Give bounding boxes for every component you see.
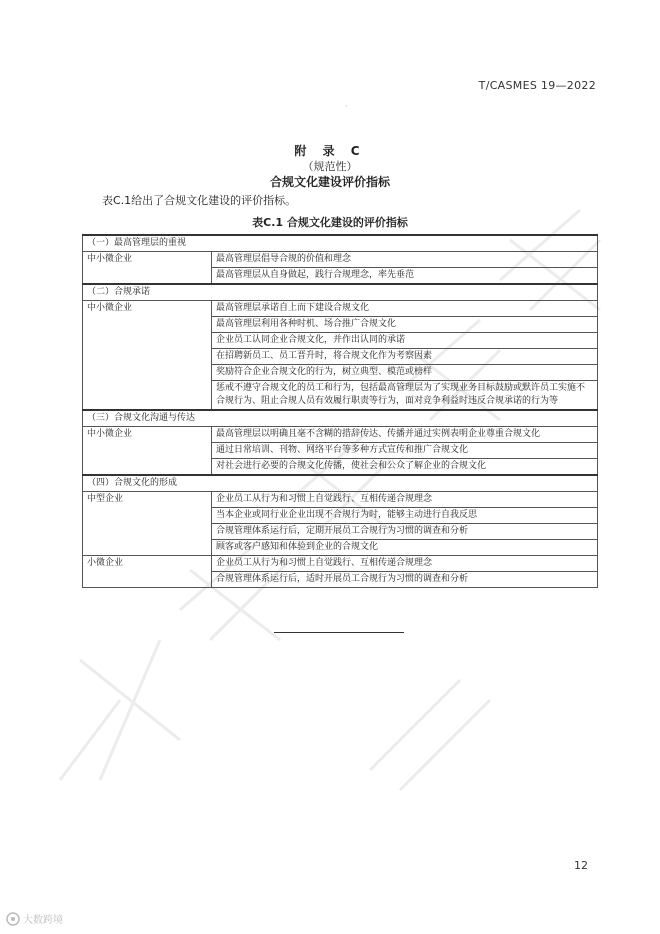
category-cell: 中小微企业 — [83, 301, 212, 411]
section-title: （四）合规文化的形成 — [83, 475, 598, 492]
indicator-cell: 最高管理层利用各种时机、场合推广合规文化 — [212, 317, 598, 333]
indicator-cell: 当本企业或同行业企业出现不合规行为时，能够主动进行自我反思 — [212, 508, 598, 524]
indicator-cell: 顾客或客户感知和体验到企业的合规文化 — [212, 540, 598, 556]
indicator-cell: 企业员工从行为和习惯上自觉践行、互相传递合规理念 — [212, 556, 598, 572]
footer-brand — [6, 911, 63, 926]
indicator-cell: 最高管理层从自身做起，践行合规理念，率先垂范 — [212, 268, 598, 285]
end-rule — [274, 632, 404, 633]
section-title: （二）合规承诺 — [83, 284, 598, 301]
appendix-title: 合规文化建设评价指标 — [269, 175, 390, 189]
section-row — [83, 475, 598, 492]
table-row — [83, 492, 598, 508]
circle-logo-icon — [6, 912, 20, 926]
category-cell: 中小微企业 — [83, 427, 212, 476]
indicator-cell: 对社会进行必要的合规文化传播，使社会和公众了解企业的合规文化 — [212, 459, 598, 476]
section-row — [83, 235, 598, 252]
page-number: 12 — [574, 859, 588, 872]
appendix-label: 附 录 C — [294, 144, 366, 158]
indicator-cell: 合规管理体系运行后，适时开展员工合规行为习惯的调查和分析 — [212, 572, 598, 588]
decorative-dot: · — [345, 102, 348, 111]
indicator-cell: 通过日常培训、刊物、网络平台等多种方式宣传和推广合规文化 — [212, 443, 598, 459]
section-row — [83, 410, 598, 427]
document-code: T/CASMES 19—2022 — [478, 79, 596, 92]
category-cell: 小微企业 — [83, 556, 212, 588]
indicator-cell: 奖励符合企业合规文化的行为，树立典型、模范或榜样 — [212, 365, 598, 381]
table-row — [83, 427, 598, 443]
appendix-normative: （规范性） — [302, 160, 358, 173]
intro-text: 表C.1给出了合规文化建设的评价指标。 — [102, 194, 297, 207]
category-cell: 中小微企业 — [83, 252, 212, 285]
evaluation-table — [82, 234, 598, 588]
indicator-cell: 在招聘新员工、员工晋升时，将合规文化作为考察因素 — [212, 349, 598, 365]
section-row — [83, 284, 598, 301]
indicator-cell: 企业员工从行为和习惯上自觉践行、互相传递合规理念 — [212, 492, 598, 508]
indicator-cell: 最高管理层以明确且毫不含糊的措辞传达、传播并通过实例表明企业尊重合规文化 — [212, 427, 598, 443]
table-caption: 表C.1 合规文化建设的评价指标 — [252, 216, 408, 229]
indicator-cell: 最高管理层承诺自上而下建设合规文化 — [212, 301, 598, 317]
footer-brand-text: 大数跨境 — [23, 915, 63, 926]
table-row — [83, 252, 598, 268]
indicator-cell: 惩戒不遵守合规文化的员工和行为，包括最高管理层为了实现业务目标鼓励或默许员工实施不合规行为、阻止合规人员有效履行职责等行为，面对竞争利益时违反合规承诺的行为等 — [212, 381, 598, 411]
indicator-cell: 最高管理层倡导合规的价值和理念 — [212, 252, 598, 268]
table-row — [83, 556, 598, 572]
table-body — [83, 235, 598, 588]
section-title: （三）合规文化沟通与传达 — [83, 410, 598, 427]
indicator-cell: 合规管理体系运行后，定期开展员工合规行为习惯的调查和分析 — [212, 524, 598, 540]
table-row — [83, 301, 598, 317]
category-cell: 中型企业 — [83, 492, 212, 556]
section-title: （一）最高管理层的重视 — [83, 235, 598, 252]
indicator-cell: 企业员工认同企业合规文化，并作出认同的承诺 — [212, 333, 598, 349]
